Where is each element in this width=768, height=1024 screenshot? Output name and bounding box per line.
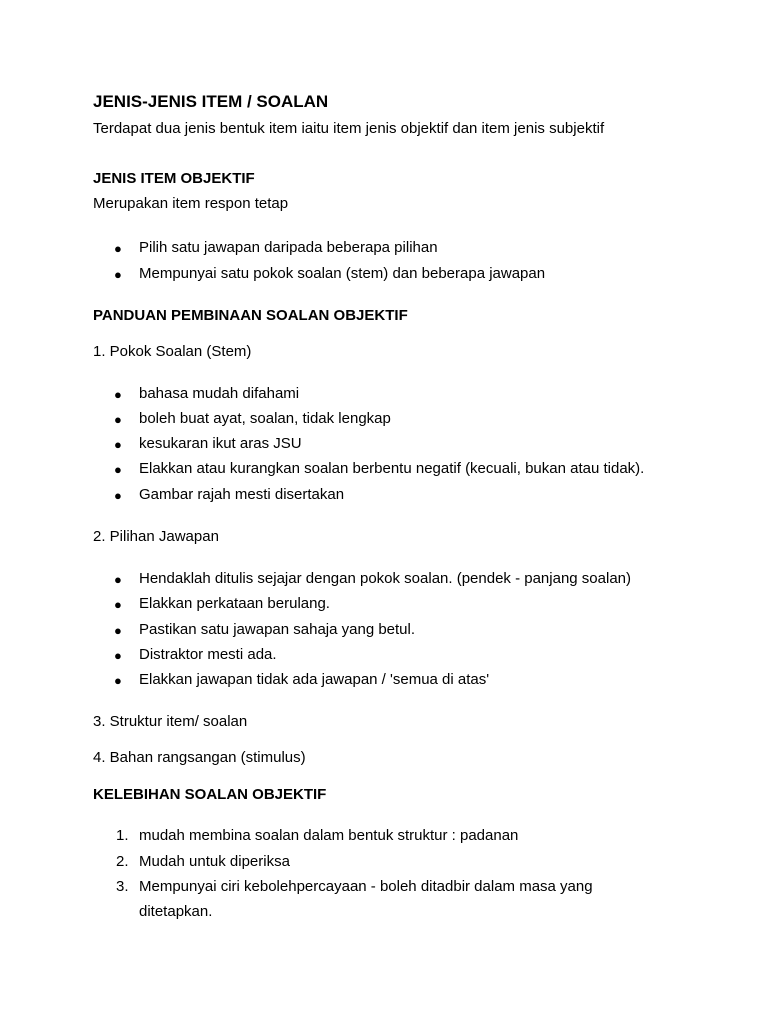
section-1-label: 1. Pokok Soalan (Stem) [93,343,252,360]
list-item: Mudah untuk diperiksa [139,853,290,870]
list-item: Gambar rajah mesti disertakan [139,486,345,503]
bullet-dot: ● [114,648,122,663]
list-number: 2. [116,853,129,870]
bullet-dot: ● [114,437,122,452]
list-number: 1. [116,827,129,844]
list-item: Pilih satu jawapan daripada beberapa pilihan [139,239,438,256]
bullet-dot: ● [114,597,122,612]
bullet-dot: ● [114,241,122,256]
list-item: boleh buat ayat, soalan, tidak lengkap [139,410,391,427]
list-item: Hendaklah ditulis sejajar dengan pokok soalan. (pendek - panjang soalan) [139,570,631,587]
list-item: Elakkan jawapan tidak ada jawapan / 'semua di atas' [139,671,490,688]
section-3-label: 3. Struktur item/ soalan [93,713,248,730]
list-number: 3. [116,878,129,895]
heading-objektif: JENIS ITEM OBJEKTIF [93,170,255,187]
heading-kelebihan: KELEBIHAN SOALAN OBJEKTIF [93,786,327,803]
list-item: Pastikan satu jawapan sahaja yang betul. [139,621,416,638]
bullet-dot: ● [114,488,122,503]
section-2-label: 2. Pilihan Jawapan [93,528,219,545]
bullet-dot: ● [114,462,122,477]
bullet-dot: ● [114,673,122,688]
list-item: Elakkan atau kurangkan soalan berbentu negatif (kecuali, bukan atau tidak). [139,460,645,477]
page-title: JENIS-JENIS ITEM / SOALAN [93,92,329,111]
bullet-dot: ● [114,623,122,638]
list-item: Mempunyai satu pokok soalan (stem) dan beberapa jawapan [139,265,546,282]
list-item: mudah membina soalan dalam bentuk struktur : padanan [139,827,519,844]
list-item: kesukaran ikut aras JSU [139,435,302,452]
objektif-desc: Merupakan item respon tetap [93,195,289,212]
list-item: Elakkan perkataan berulang. [139,595,330,612]
list-item-continuation: ditetapkan. [139,903,213,920]
bullet-dot: ● [114,387,122,402]
bullet-dot: ● [114,412,122,427]
bullet-dot: ● [114,267,122,282]
list-item: Distraktor mesti ada. [139,646,277,663]
heading-panduan: PANDUAN PEMBINAAN SOALAN OBJEKTIF [93,307,408,324]
list-item: bahasa mudah difahami [139,385,300,402]
intro-text: Terdapat dua jenis bentuk item iaitu item jenis objektif dan item jenis subjektif [93,120,605,137]
list-item: Mempunyai ciri kebolehpercayaan - boleh ditadbir dalam masa yang [139,878,593,895]
section-4-label: 4. Bahan rangsangan (stimulus) [93,749,306,766]
bullet-dot: ● [114,572,122,587]
